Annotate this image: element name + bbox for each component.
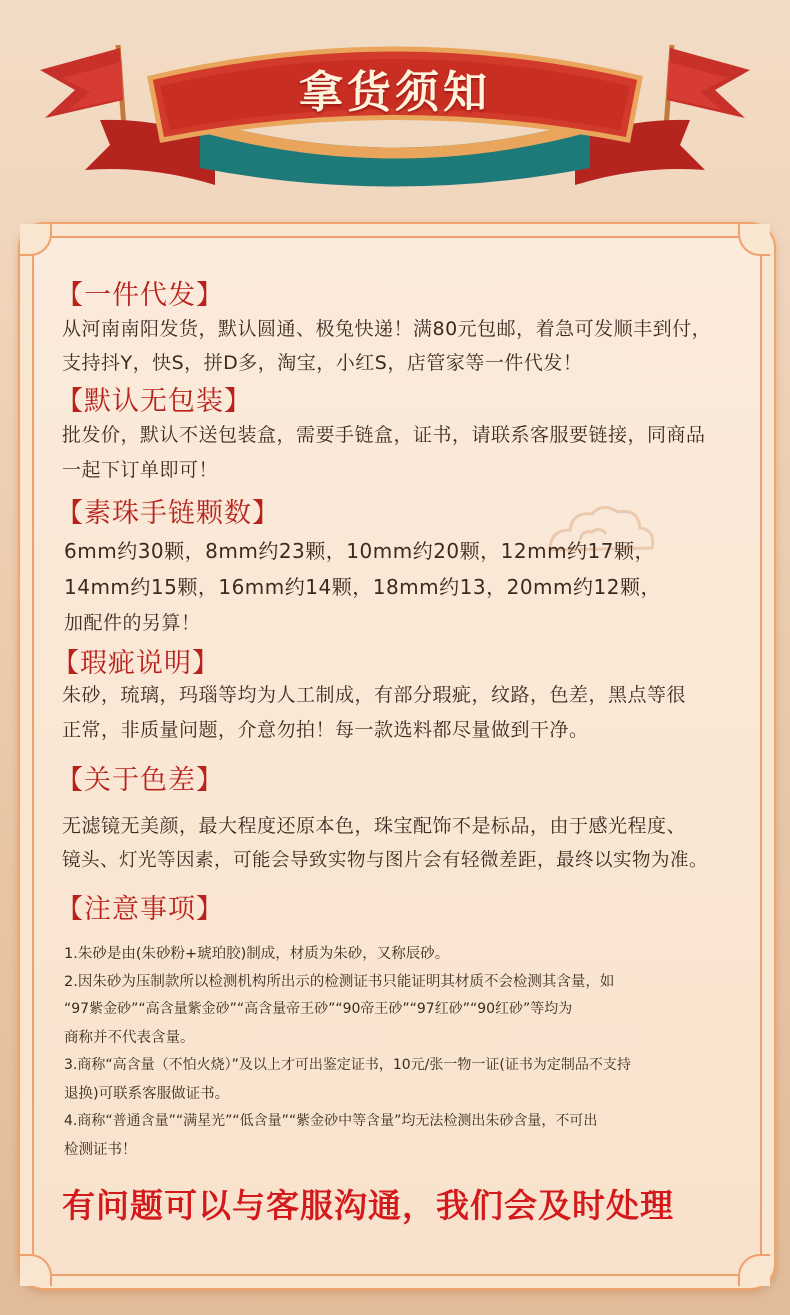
contact-service-message: 有问题可以与客服沟通，我们会及时处理 xyxy=(62,1186,674,1225)
section-text: 镜头、灯光等因素，可能会导致实物与图片会有轻微差距，最终以实物为准。 xyxy=(62,850,709,871)
section-text: 无滤镜无美颜，最大程度还原本色，珠宝配饰不是标品，由于感光程度、 xyxy=(62,815,687,837)
section-heading-packaging: 【默认无包装】 xyxy=(56,386,252,417)
note-text: 商称并不代表含量。 xyxy=(64,1030,195,1046)
banner-title: 拿货须知 xyxy=(299,67,491,118)
note-text: “97紫金砂”“高含量紫金砂”“高含量帝王砂”“90帝王砂”“97红砂”“90红砂”等均为 xyxy=(64,1001,573,1017)
section-text: 正常，非质量问题，介意勿拍！每一款选料都尽量做到干净。 xyxy=(62,719,589,741)
note-text: 3.商称“高含量（不怕火烧）”及以上才可出鉴定证书，10元/张一物一证(证书为定制品不支持 xyxy=(64,1057,631,1073)
note-text: 检测证书！ xyxy=(64,1142,137,1158)
section-text: 批发价，默认不送包装盒，需要手链盒，证书，请联系客服要链接，同商品 xyxy=(62,424,706,446)
note-text: 退换)可联系客服做证书。 xyxy=(64,1086,230,1102)
section-heading-flaws: 【瑕疵说明】 xyxy=(52,648,220,679)
section-text: 加配件的另算！ xyxy=(64,612,201,634)
section-text: 14mm约15颗，16mm约14颗，18mm约13，20mm约12颗， xyxy=(64,575,661,599)
note-text: 2.因朱砂为压制款所以检测机构所出示的检测证书只能证明其材质不会检测其含量，如 xyxy=(64,974,615,990)
section-text: 朱砂，琉璃，玛瑙等均为人工制成，有部分瑕疵，纹路，色差，黑点等很 xyxy=(62,684,687,706)
note-text: 1.朱砂是由(朱砂粉+琥珀胶)制成，材质为朱砂，又称辰砂。 xyxy=(64,946,450,962)
section-heading-bead-count: 【素珠手链颗数】 xyxy=(56,498,280,529)
section-text: 支持抖Y，快S，拼D多，淘宝，小红S，店管家等一件代发！ xyxy=(62,352,583,374)
section-text: 6mm约30颗，8mm约23颗，10mm约20颗，12mm约17颗， xyxy=(64,539,656,563)
note-text: 4.商称“普通含量”“满星光”“低含量”“紫金砂中等含量”均无法检测出朱砂含量，不可出 xyxy=(64,1113,598,1129)
section-heading-notes: 【注意事项】 xyxy=(56,894,224,925)
section-heading-color-difference: 【关于色差】 xyxy=(56,765,224,796)
section-text: 从河南南阳发货，默认圆通、极兔快递！满80元包邮，着急可发顺丰到付， xyxy=(62,318,712,340)
section-text: 一起下订单即可！ xyxy=(62,459,219,481)
section-heading-dropship: 【一件代发】 xyxy=(56,280,224,311)
